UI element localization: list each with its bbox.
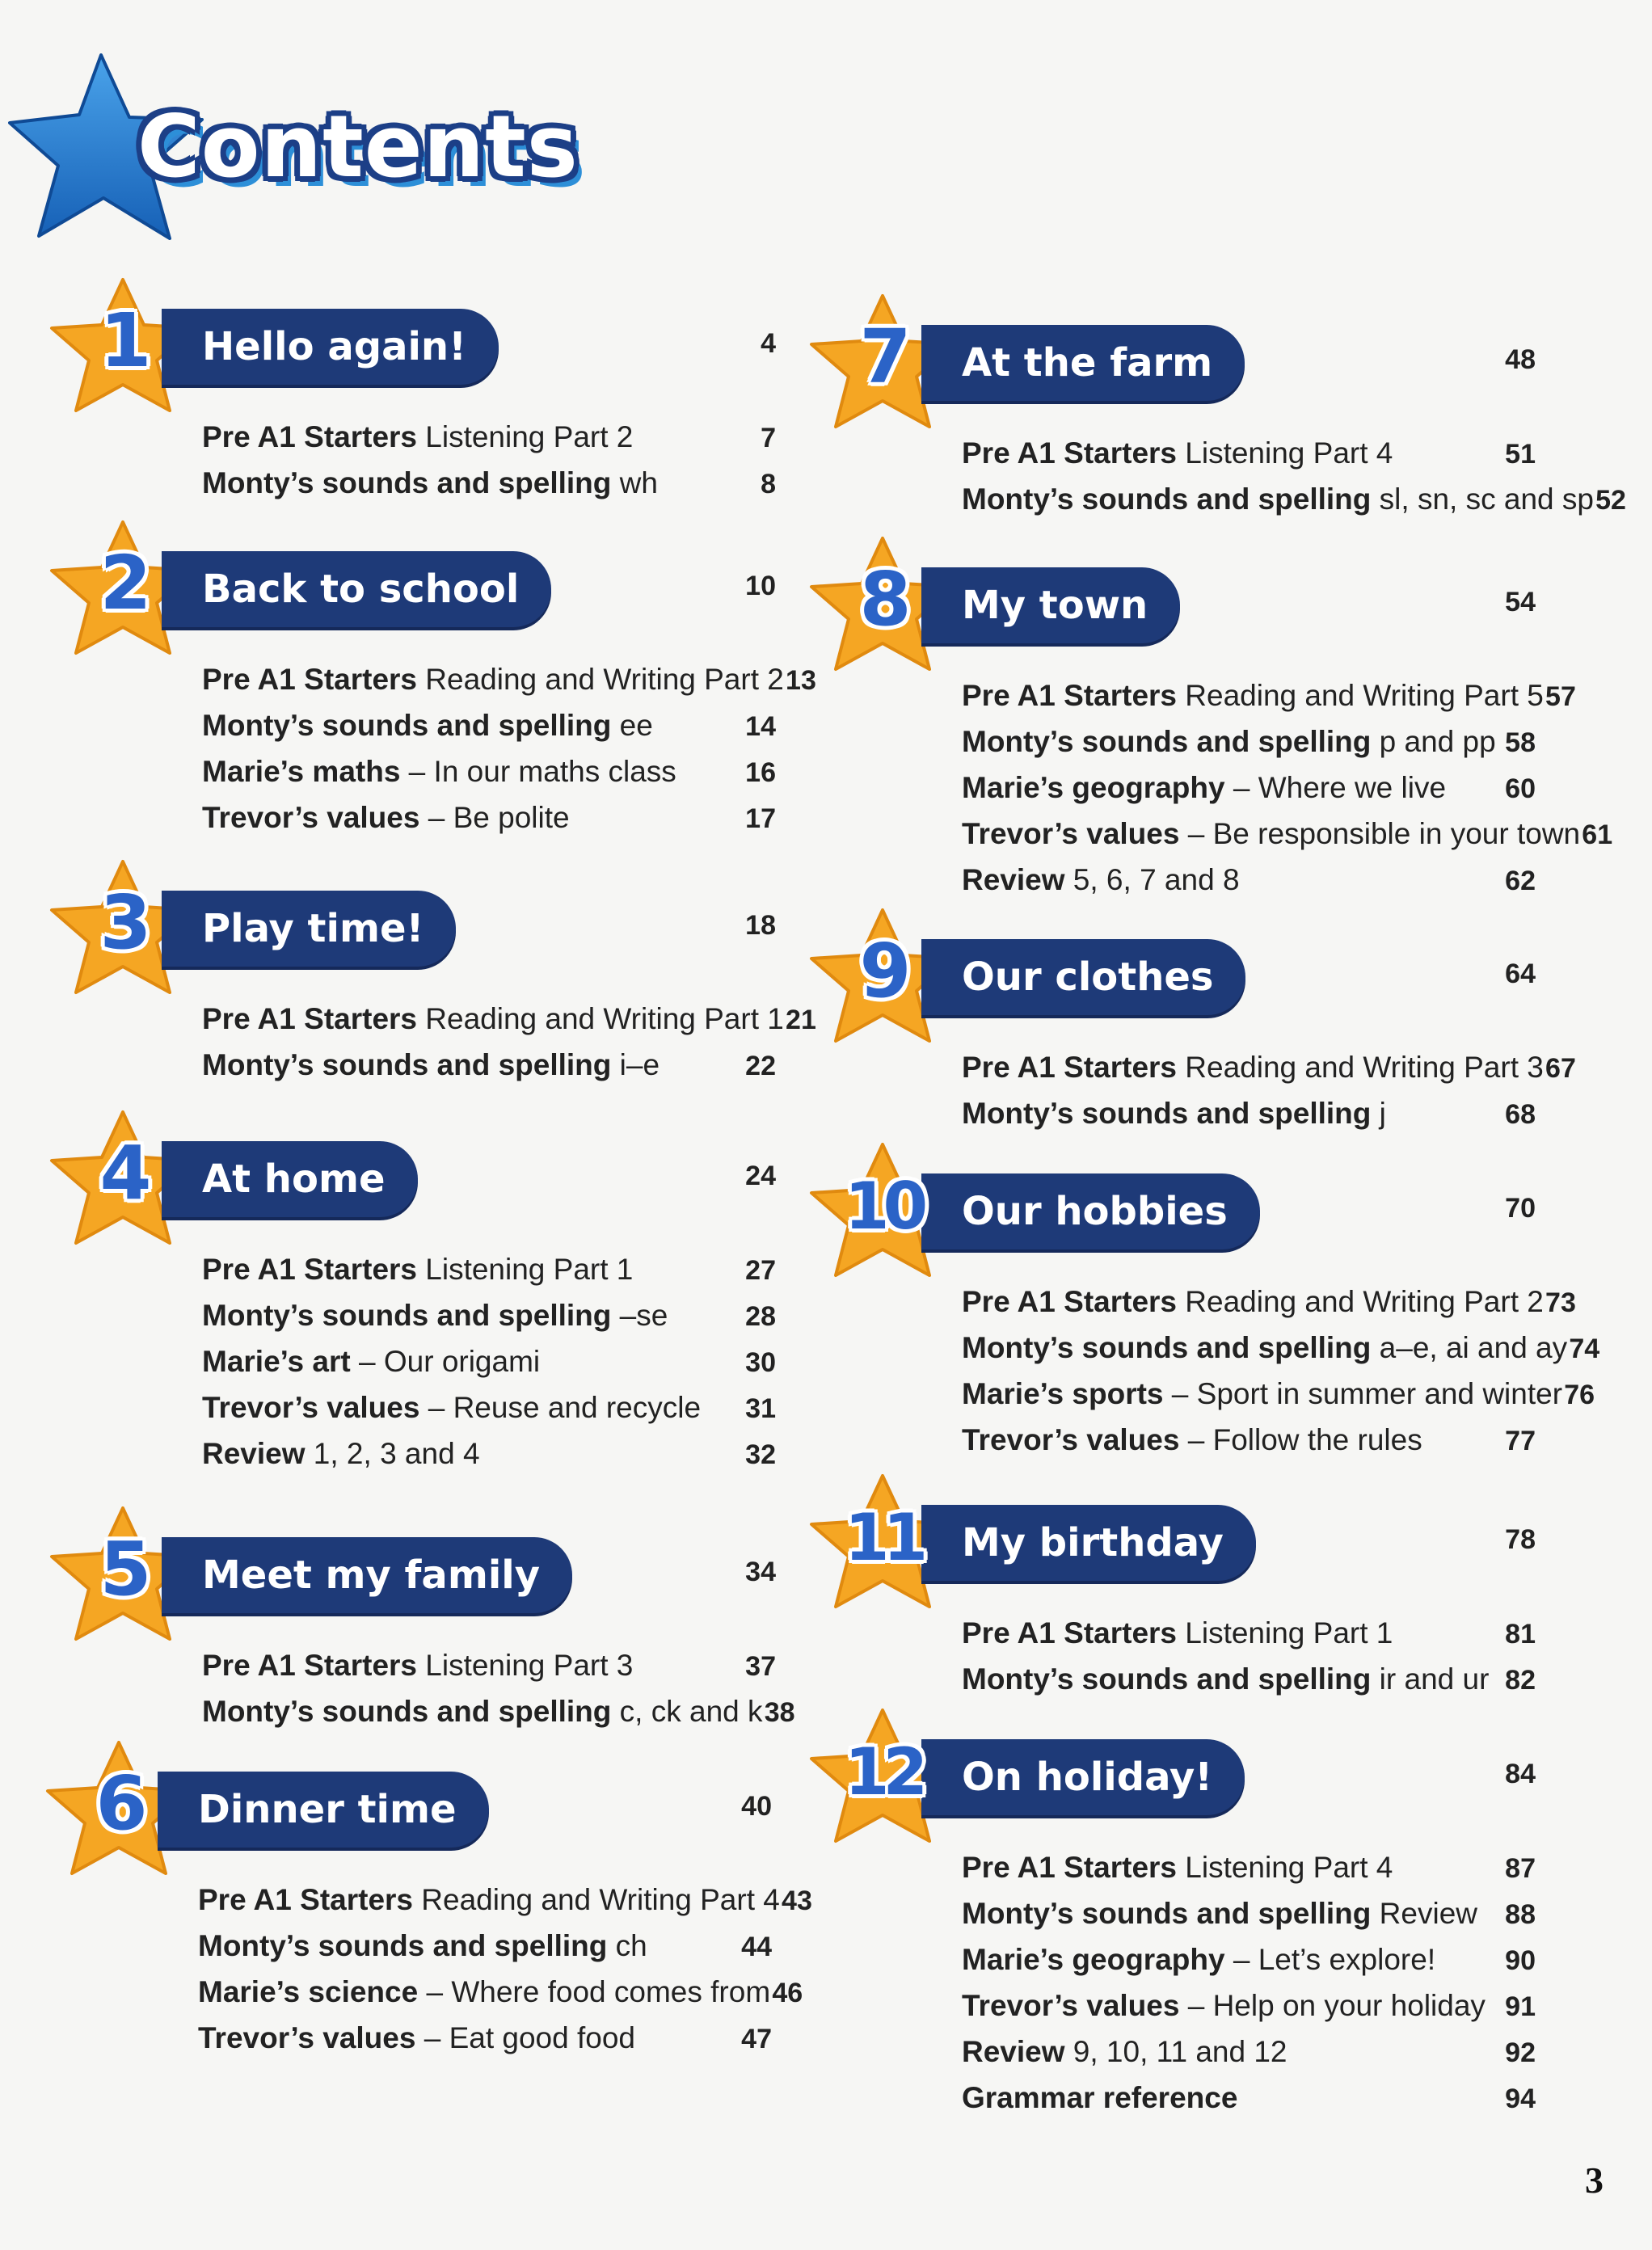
unit-title-pill [162,1537,572,1613]
unit-title-pill [921,1739,1245,1815]
entry-detail: – Where food comes from [418,1975,771,2008]
entry-heading: Trevor’s values [962,1423,1180,1456]
entry-text [202,1345,540,1379]
contents-entry [962,1943,1536,1989]
contents-entry [962,1851,1536,1897]
entry-detail: – Follow the rules [1179,1423,1422,1456]
unit-block [808,533,1613,909]
entry-detail: – Let’s explore! [1224,1943,1436,1976]
unit-entries [962,1051,1576,1143]
entry-page-number: 91 [1505,1991,1536,2022]
entry-text [962,1285,1544,1319]
entry-heading: Trevor’s values [202,1391,420,1424]
entry-detail: sl, sn, sc and sp [1371,482,1594,516]
entry-text [962,679,1544,713]
entry-heading: Pre A1 Starters [202,420,417,453]
unit-title-pill [921,567,1180,643]
unit-entries [962,679,1613,909]
contents-entry [962,1377,1595,1423]
entry-page-number: 67 [1545,1053,1576,1084]
entry-page-number: 61 [1582,820,1613,850]
entry-detail: – Be polite [419,801,570,834]
contents-entry [202,1253,776,1299]
contents-entry [202,1002,816,1048]
entry-heading: Pre A1 Starters [962,1851,1177,1884]
entry-detail: Listening Part 2 [417,420,634,453]
contents-entry [202,1345,776,1391]
unit-title-pill [921,1173,1260,1249]
entry-detail: j [1371,1097,1386,1130]
unit-number: 11 [844,1500,922,1575]
unit-number: 10 [844,1169,922,1244]
entry-text [202,1695,763,1729]
unit-title-pill [158,1772,489,1848]
entry-page-number: 37 [745,1651,776,1682]
entry-text [962,1423,1422,1457]
entry-heading: Marie’s geography [962,771,1225,804]
entry-detail: – Our origami [350,1345,541,1378]
unit-number: 3 [99,879,147,966]
entry-page-number: 57 [1545,681,1576,712]
contents-entry [202,1048,776,1094]
entry-detail: Reading and Writing Part 2 [417,663,784,696]
entry-page-number: 46 [772,1978,803,2008]
unit-block [48,517,816,847]
entry-page-number: 51 [1505,439,1536,470]
entry-heading: Monty’s sounds and spelling [202,1048,612,1081]
unit-title-pill [162,1141,418,1217]
unit-title: At home [202,1157,386,1202]
unit-block [48,857,816,1094]
entry-detail: Reading and Writing Part 5 [1177,679,1544,712]
entry-detail: Listening Part 4 [1177,436,1393,470]
page-title: Contents [137,97,579,196]
unit-page-number: 48 [1505,344,1536,375]
entry-text [962,1331,1567,1365]
entry-heading: Pre A1 Starters [202,663,417,696]
entry-text [962,1377,1562,1411]
entry-page-number: 82 [1505,1665,1536,1696]
entry-heading: Monty’s sounds and spelling [198,1929,608,1962]
entry-detail: wh [611,466,658,499]
unit-entries [202,420,776,512]
entry-page-number: 68 [1505,1099,1536,1130]
unit-title-pill [921,1505,1256,1581]
contents-entry [962,2081,1536,2127]
unit-block [44,1738,812,2067]
entry-detail: Listening Part 4 [1177,1851,1393,1884]
contents-entry [198,1975,803,2021]
entry-text [962,725,1496,759]
unit-title: Play time! [202,906,424,951]
entry-page-number: 74 [1569,1334,1600,1364]
entry-detail: 5, 6, 7 and 8 [1064,863,1240,896]
unit-title: Back to school [202,567,520,612]
entry-text [202,1048,660,1082]
unit-number: 4 [99,1130,147,1216]
entry-text [202,755,676,789]
entry-heading: Review [962,863,1065,896]
contents-entry [202,801,776,847]
entry-text [962,2035,1287,2069]
entry-heading: Trevor’s values [962,1989,1180,2022]
unit-number: 12 [844,1734,922,1810]
entry-heading: Review [202,1437,306,1470]
entry-heading: Trevor’s values [962,817,1180,850]
entry-heading: Monty’s sounds and spelling [962,725,1372,758]
entry-heading: Monty’s sounds and spelling [962,1331,1372,1364]
entry-text [202,466,658,500]
unit-page-number: 70 [1505,1193,1536,1224]
unit-entries [202,663,816,847]
entry-heading: Monty’s sounds and spelling [202,1299,612,1332]
entry-heading: Monty’s sounds and spelling [962,1097,1372,1130]
entry-detail: a–e, ai and ay [1371,1331,1568,1364]
entry-heading: Marie’s science [198,1975,419,2008]
entry-detail: 9, 10, 11 and 12 [1064,2035,1287,2068]
entry-detail: –se [611,1299,668,1332]
entry-text [962,863,1240,897]
unit-page-number: 64 [1505,959,1536,989]
entry-text [202,1002,784,1036]
entry-detail: Reading and Writing Part 3 [1177,1051,1544,1084]
entry-detail: Reading and Writing Part 2 [1177,1285,1544,1318]
unit-block [48,1503,795,1741]
entry-text [962,1989,1486,2023]
entry-page-number: 38 [764,1697,795,1728]
contents-entry [962,1616,1536,1662]
entry-page-number: 94 [1505,2084,1536,2114]
entry-page-number: 77 [1505,1426,1536,1456]
unit-block [808,1140,1600,1469]
entry-page-number: 81 [1505,1619,1536,1650]
entry-heading: Pre A1 Starters [202,1002,417,1035]
entry-detail: – Where we live [1224,771,1447,804]
contents-entry [962,1662,1536,1709]
unit-page-number: 24 [745,1161,776,1191]
unit-heading [808,533,1536,671]
unit-title-pill [921,325,1245,401]
contents-entry [962,482,1626,529]
contents-entry [962,817,1613,863]
unit-number: 9 [859,928,907,1014]
entry-heading: Pre A1 Starters [198,1883,413,1916]
entry-page-number: 58 [1505,727,1536,758]
unit-heading [48,1107,776,1245]
entry-page-number: 44 [741,1932,772,1962]
entry-text [202,1649,633,1683]
entry-text [962,1662,1489,1696]
entry-page-number: 30 [745,1347,776,1378]
contents-entry [962,679,1576,725]
entry-heading: Monty’s sounds and spelling [202,709,612,742]
entry-detail: p and pp [1371,725,1496,758]
unit-number: 5 [99,1526,147,1612]
entry-text [202,801,570,835]
contents-entry [962,1051,1576,1097]
contents-entry [962,1897,1536,1943]
contents-entry [962,1097,1536,1143]
contents-entry [202,1391,776,1437]
entry-detail: c, ck and k [611,1695,763,1728]
entry-text [202,663,784,697]
entry-detail: – Sport in summer and winter [1163,1377,1563,1410]
unit-heading [808,1471,1536,1608]
entry-detail: Listening Part 1 [417,1253,634,1286]
entry-text [202,1253,633,1287]
unit-number: 1 [99,297,147,384]
entry-text [962,1943,1435,1977]
unit-entries [198,1883,812,2067]
entry-detail: – Eat good food [415,2021,636,2054]
entry-text [962,482,1594,516]
contents-entry [962,1331,1600,1377]
entry-page-number: 32 [745,1439,776,1470]
entry-page-number: 88 [1505,1899,1536,1930]
unit-heading [48,275,776,412]
entry-heading: Monty’s sounds and spelling [962,482,1372,516]
entry-heading: Marie’s geography [962,1943,1225,1976]
unit-page-number: 34 [745,1557,776,1587]
unit-title: Our clothes [962,954,1214,1000]
unit-heading [48,857,776,994]
unit-page-number: 18 [745,910,776,941]
unit-heading [808,1705,1536,1843]
entry-text [962,771,1446,805]
entry-text [202,709,653,743]
entry-heading: Pre A1 Starters [962,436,1177,470]
entry-text [202,1437,480,1471]
entry-page-number: 92 [1505,2037,1536,2068]
unit-number: 2 [99,540,147,626]
entry-page-number: 13 [786,665,816,696]
contents-entry [202,466,776,512]
entry-page-number: 14 [745,711,776,742]
entry-heading: Trevor’s values [202,801,420,834]
unit-block [808,905,1576,1143]
entry-detail: – In our maths class [400,755,676,788]
unit-number: 8 [859,556,907,643]
unit-block [48,275,776,512]
unit-page-number: 4 [761,328,776,359]
unit-title-pill [921,939,1245,1015]
contents-entry [962,771,1536,817]
entry-detail: Listening Part 3 [417,1649,634,1682]
entry-heading: Pre A1 Starters [962,1051,1177,1084]
unit-heading [48,1503,776,1641]
entry-heading: Marie’s maths [202,755,401,788]
unit-page-number: 78 [1505,1524,1536,1555]
unit-page-number: 84 [1505,1759,1536,1789]
entry-page-number: 22 [745,1051,776,1081]
unit-title: Meet my family [202,1553,541,1598]
unit-block [808,1471,1536,1709]
contents-entry [202,1649,776,1695]
unit-page-number: 54 [1505,587,1536,617]
contents-entry [962,2035,1536,2081]
entry-page-number: 47 [741,2024,772,2054]
entry-page-number: 27 [745,1255,776,1286]
unit-title-pill [162,551,551,627]
entry-text [198,1929,647,1963]
unit-heading [808,905,1536,1043]
unit-number: 7 [859,314,907,400]
contents-entry [198,2021,772,2067]
contents-entry [202,663,816,709]
entry-text [198,2021,635,2055]
unit-entries [202,1253,776,1483]
entry-page-number: 60 [1505,773,1536,804]
entry-text [962,1051,1544,1085]
contents-entry [962,725,1536,771]
unit-title: My town [962,583,1148,628]
unit-entries [962,1616,1536,1709]
entry-detail: – Be responsible in your town [1179,817,1581,850]
contents-entry [962,1423,1536,1469]
entry-page-number: 17 [745,803,776,834]
entry-text [202,1299,668,1333]
unit-entries [202,1002,816,1094]
unit-title: On holiday! [962,1755,1213,1800]
unit-block [48,1107,776,1483]
contents-entry [202,420,776,466]
entry-page-number: 52 [1595,485,1626,516]
entry-heading: Pre A1 Starters [962,1285,1177,1318]
unit-heading [48,517,776,655]
entry-detail: ch [607,1929,647,1962]
entry-page-number: 90 [1505,1945,1536,1976]
unit-title: My birthday [962,1520,1224,1565]
entry-page-number: 7 [761,423,776,453]
unit-heading [44,1738,772,1875]
unit-entries [962,436,1626,529]
entry-detail: Listening Part 1 [1177,1616,1393,1650]
entry-page-number: 43 [782,1886,812,1916]
contents-entry [202,1437,776,1483]
entry-page-number: 16 [745,757,776,788]
unit-entries [962,1851,1536,2127]
entry-detail: ir and ur [1371,1662,1490,1696]
unit-title: At the farm [962,340,1213,386]
entry-page-number: 8 [761,469,776,499]
entry-heading: Monty’s sounds and spelling [962,1662,1372,1696]
entry-heading: Pre A1 Starters [962,1616,1177,1650]
entry-detail: Reading and Writing Part 4 [413,1883,780,1916]
entry-text [962,1097,1386,1131]
entry-text [962,1897,1477,1931]
unit-heading [808,291,1536,428]
entry-page-number: 76 [1564,1380,1595,1410]
unit-number: 6 [95,1760,143,1847]
unit-entries [962,1285,1600,1469]
unit-entries [202,1649,795,1741]
contents-entry [962,863,1536,909]
entry-text [962,1851,1393,1885]
entry-detail: i–e [611,1048,660,1081]
entry-text [202,1391,701,1425]
entry-text [962,1616,1393,1650]
unit-page-number: 10 [745,571,776,601]
entry-text [962,817,1580,851]
unit-title: Hello again! [202,324,466,369]
entry-heading: Monty’s sounds and spelling [202,466,612,499]
contents-entry [962,1285,1576,1331]
unit-title-pill [162,891,456,967]
entry-heading: Pre A1 Starters [962,679,1177,712]
entry-text [962,436,1393,470]
entry-page-number: 62 [1505,866,1536,896]
entry-heading: Marie’s art [202,1345,351,1378]
contents-entry [202,709,776,755]
entry-page-number: 31 [745,1393,776,1424]
entry-heading: Trevor’s values [198,2021,416,2054]
entry-detail: – Help on your holiday [1179,1989,1486,2022]
entry-page-number: 73 [1545,1287,1576,1318]
entry-text [198,1975,770,2009]
entry-heading: Monty’s sounds and spelling [202,1695,612,1728]
entry-heading: Grammar reference [962,2081,1238,2114]
unit-block [808,291,1626,529]
entry-page-number: 87 [1505,1853,1536,1884]
unit-title: Our hobbies [962,1189,1228,1234]
entry-heading: Pre A1 Starters [202,1649,417,1682]
unit-page-number: 40 [741,1791,772,1822]
unit-heading [808,1140,1536,1277]
entry-detail: Review [1371,1897,1477,1930]
entry-text [962,2081,1237,2115]
contents-entry [202,755,776,801]
entry-detail: ee [611,709,653,742]
contents-entry [962,436,1536,482]
contents-entry [198,1929,772,1975]
contents-entry [202,1695,795,1741]
entry-text [202,420,633,454]
entry-heading: Monty’s sounds and spelling [962,1897,1372,1930]
unit-block [808,1705,1536,2127]
entry-detail: – Reuse and recycle [419,1391,702,1424]
entry-page-number: 28 [745,1301,776,1332]
entry-text [198,1883,780,1917]
page-number: 3 [1585,2159,1604,2201]
contents-entry [198,1883,812,1929]
contents-entry [202,1299,776,1345]
contents-entry [962,1989,1536,2035]
unit-title: Dinner time [198,1787,457,1832]
entry-page-number: 21 [786,1005,816,1035]
entry-heading: Marie’s sports [962,1377,1164,1410]
entry-detail: Reading and Writing Part 1 [417,1002,784,1035]
entry-detail: 1, 2, 3 and 4 [305,1437,480,1470]
entry-heading: Review [962,2035,1065,2068]
unit-title-pill [162,309,499,385]
entry-heading: Pre A1 Starters [202,1253,417,1286]
